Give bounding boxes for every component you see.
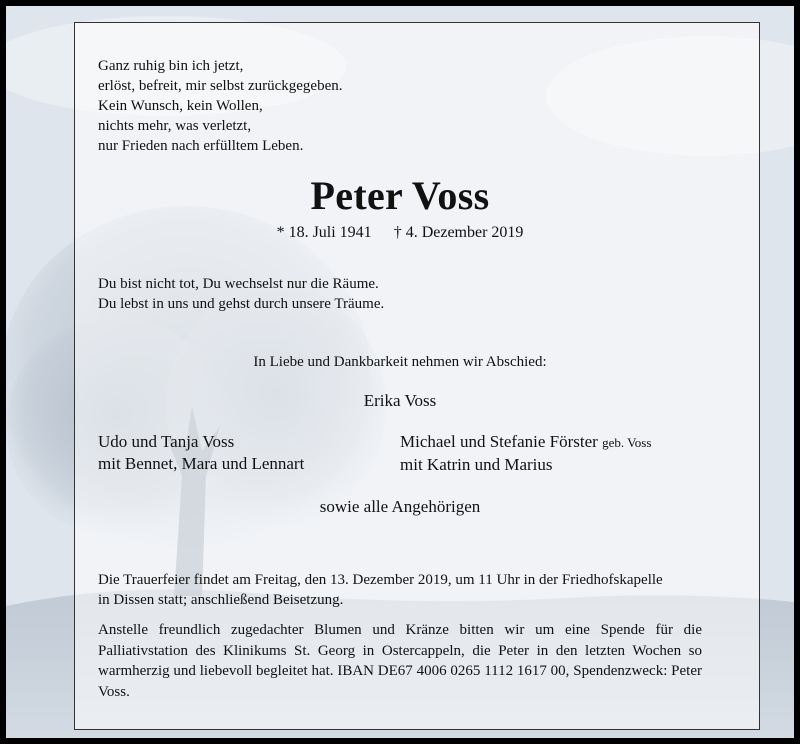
farewell-line: In Liebe und Dankbarkeit nehmen wir Abschied: — [253, 354, 547, 370]
quote-line: Du bist nicht tot, Du wechselst nur die Räume. — [98, 276, 379, 292]
service-info — [98, 570, 702, 610]
service-line: Die Trauerfeier findet am Freitag, den 13. Dezember 2019, um 11 Uhr in der Friedhofskapelle — [98, 572, 663, 588]
poem-line: Kein Wunsch, kein Wollen, — [98, 98, 263, 114]
poem-block — [98, 56, 343, 156]
quote-block — [98, 274, 384, 314]
poem-line: nur Frieden nach erfülltem Leben. — [98, 138, 304, 154]
service-line: in Dissen statt; anschließend Beisetzung. — [98, 592, 344, 608]
family-right-line: mit Katrin und Marius — [400, 455, 553, 474]
family-right — [400, 431, 651, 476]
donation-request: Anstelle freundlich zugedachter Blumen und Kränze bitten wir um eine Spende für die Palliativstation des Klinikums St. Georg in Ostercappeln, die Peter in den letzten Wochen so warmherzig und liebevoll begleitet hat. IBAN DE67 4006 0265 1112 1617 00, Spendenzweck: Peter Voss. — [98, 622, 702, 700]
birth-date: * 18. Juli 1941 — [276, 224, 372, 241]
poem-line: erlöst, befreit, mir selbst zurückgegeben. — [98, 78, 343, 94]
poem-line: Ganz ruhig bin ich jetzt, — [98, 58, 244, 74]
poem-line: nichts mehr, was verletzt, — [98, 118, 252, 134]
life-dates — [0, 224, 800, 242]
deceased-name: Peter Voss — [310, 173, 490, 218]
family-left-line: mit Bennet, Mara und Lennart — [98, 454, 305, 473]
quote-line: Du lebst in uns und gehst durch unsere Träume. — [98, 296, 385, 312]
family-left — [98, 431, 304, 475]
death-date: † 4. Dezember 2019 — [393, 224, 524, 241]
family-left-line: Udo und Tanja Voss — [98, 432, 235, 451]
relatives-line: sowie alle Angehörigen — [319, 497, 481, 516]
widow-name: Erika Voss — [363, 391, 437, 410]
family-right-line: Michael und Stefanie Förster — [400, 432, 598, 451]
maiden-name: geb. Voss — [602, 435, 652, 450]
